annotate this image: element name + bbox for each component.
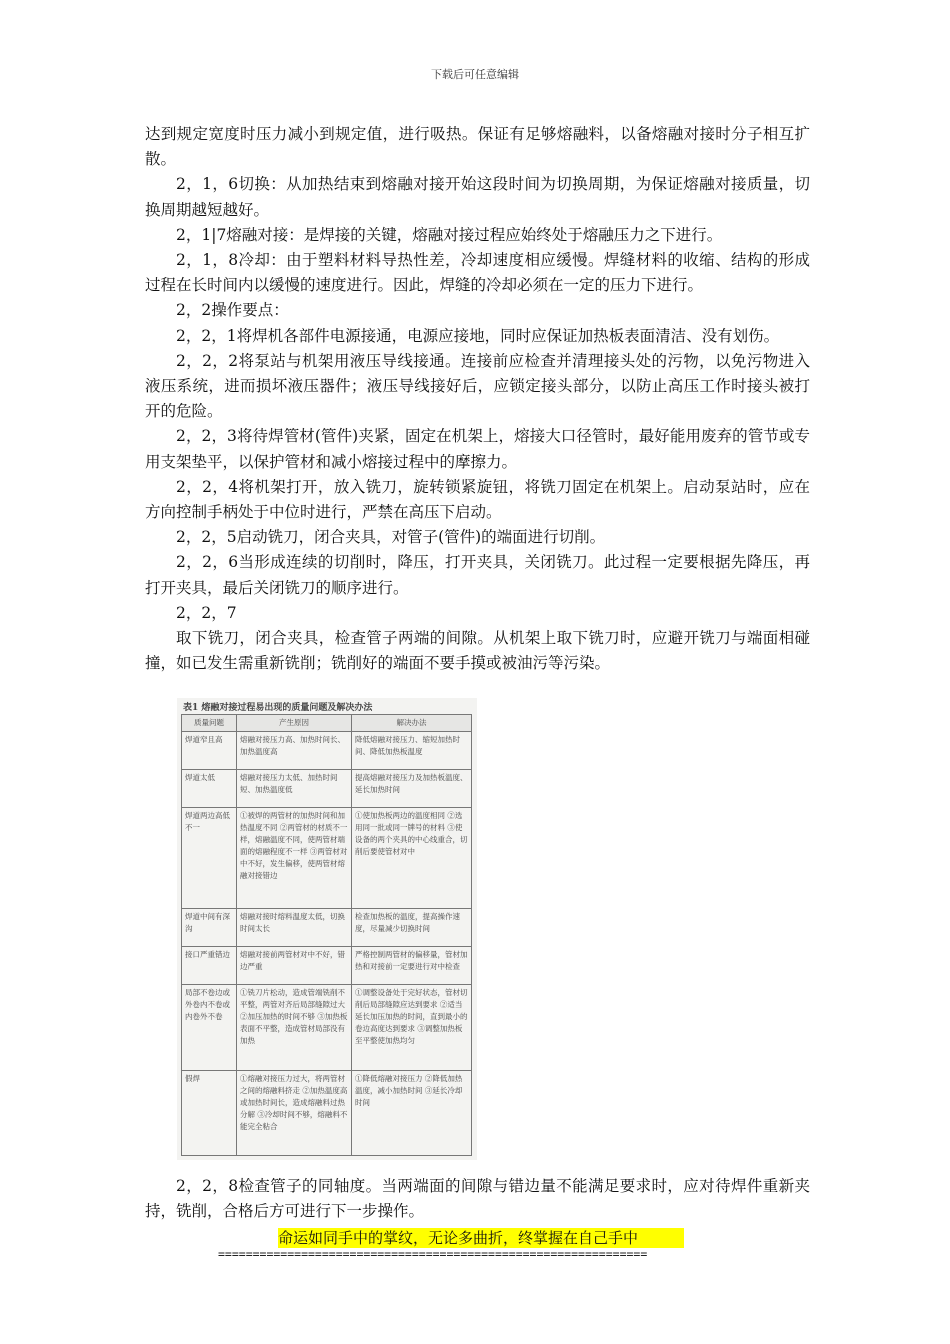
cause-cell: ①被焊的两管材的加热时间和加热温度不同 ②两管材的材质不一样，熔融温度不同，使两管材端面的熔融程度不一样 ③两管材对中不好，发生偏移，使两管材熔融对接错边 [237,808,352,909]
solution-cell: 严格控制两管材的偏移量，管材加热和对接前一定要进行对中检查 [352,947,472,985]
table-row [182,947,472,985]
paragraph: 取下铣刀，闭合夹具，检查管子两端的间隙。从机架上取下铣刀时，应避开铣刀与端面相碰撞，如已发生需重新铣削；铣削好的端面不要手摸或被油污等污染。 [145,629,810,673]
page-header: 下载后可任意编辑 [431,68,519,81]
solution-cell: 降低熔融对接压力、缩短加热时间、降低加热板温度 [352,732,472,770]
paragraph: 2，2，2将泵站与机架用液压导线接通。连接前应检查并清理接头处的污物，以免污物进入液压系统，进而损坏液压器件；液压导线接好后，应锁定接头部分，以防止高压工作时接头被打开的危险。 [145,351,810,421]
paragraph: 2，1，8冷却：由于塑料材料导热性差，冷却速度相应缓慢。焊缝材料的收缩、结构的形成过程在长时间内以缓慢的速度进行。因此，焊缝的冷却必须在一定的压力下进行。 [145,251,810,295]
paragraph: 2，2，5启动铣刀，闭合夹具，对管子(管件)的端面进行切削。 [176,528,606,547]
table-header-cell: 解决办法 [352,715,472,732]
cause-cell: ①熔融对接压力过大，将两管材之间的熔融料挤走 ②加热温度高或加热时间长，造成熔融料过热分解 ③冷却时间不够，熔融料不能完全粘合 [237,1070,352,1155]
paragraph: 达到规定宽度时压力减小到规定值，进行吸热。保证有足够熔融料，以备熔融对接时分子相互扩散。 [145,125,810,169]
table-row [182,770,472,808]
problem-cell: 焊道太低 [182,770,237,808]
paragraph: 2，2，7 [176,603,237,622]
paragraph: 2，2，8检查管子的同轴度。当两端面的间隙与错边量不能满足要求时，应对待焊件重新夹持，铣削，合格后方可进行下一步操作。 [145,1177,810,1221]
solution-cell: ①使加热板两边的温度相同 ②选用同一批或同一牌号的材料 ③使设备的两个夹具的中心线重合，切削后要使管材对中 [352,808,472,909]
divider-line: ============================================================== [218,1247,648,1261]
table-header-row [182,715,472,732]
quality-problem-table-image [177,698,477,1160]
table-caption: 表1 熔融对接过程易出现的质量问题及解决办法 [183,703,373,713]
solution-cell: ①调整设备处于完好状态，管材切削后局部缝隙应达到要求 ②适当延长加压加热的时间，直到最小的卷边高度达到要求 ③调整加热板至平整使加热均匀 [352,985,472,1070]
motto-highlight: 命运如同手中的掌纹，无论多曲折，终掌握在自己手中 [278,1228,684,1248]
paragraph: 2，2，4将机架打开，放入铣刀，旋转锁紧旋钮，将铣刀固定在机架上。启动泵站时，应在方向控制手柄处于中位时进行，严禁在高压下启动。 [145,477,810,522]
document-body [145,122,810,676]
paragraph: 2，2，6当形成连续的切削时，降压，打开夹具，关闭铣刀。此过程一定要根据先降压，再打开夹具，最后关闭铣刀的顺序进行。 [145,553,810,597]
problem-cell: 局部不卷边或外卷内不卷或内卷外不卷 [182,985,237,1070]
table-row [182,1070,472,1155]
solution-cell: 检查加热板的温度，提高操作速度，尽量减少切换时间 [352,909,472,947]
table-row [182,808,472,909]
problem-cell: 焊道窄且高 [182,732,237,770]
table-header-cell: 产生原因 [237,715,352,732]
table-header-cell: 质量问题 [182,715,237,732]
cause-cell: ①铣刀片松动，造成管端铣削不平整，两管对齐后局部缝隙过大 ②加压加热的时间不够 ③加热板表面不平整，造成管材局部没有加热 [237,985,352,1070]
quality-problem-table [181,714,472,1156]
paragraph: 2，1|7熔融对接：是焊接的关键，熔融对接过程应始终处于熔融压力之下进行。 [176,225,723,244]
problem-cell: 假焊 [182,1070,237,1155]
problem-cell: 接口严重错边 [182,947,237,985]
problem-cell: 焊道中间有深沟 [182,909,237,947]
document-body-after-table [145,1174,810,1224]
paragraph: 2，1，6切换：从加热结束到熔融对接开始这段时间为切换周期，为保证熔融对接质量，切换周期越短越好。 [145,175,810,219]
solution-cell: 提高熔融对接压力及加热板温度、延长加热时间 [352,770,472,808]
cause-cell: 熔融对接压力太低、加热时间短、加热温度低 [237,770,352,808]
paragraph: 2，2，3将待焊管材(管件)夹紧，固定在机架上，熔接大口径管时，最好能用废弃的管节或专用支架垫平，以保护管材和减小熔接过程中的摩擦力。 [145,427,810,471]
table-row [182,732,472,770]
table-row [182,985,472,1070]
cause-cell: 熔融对接时熔料温度太低，切换时间太长 [237,909,352,947]
solution-cell: ①降低熔融对接压力 ②降低加热温度，减小加热时间 ③延长冷却时间 [352,1070,472,1155]
paragraph: 2，2，1将焊机各部件电源接通，电源应接地，同时应保证加热板表面清洁、没有划伤。 [176,326,780,345]
problem-cell: 焊道两边高低不一 [182,808,237,909]
cause-cell: 熔融对接压力高、加热时间长、加热温度高 [237,732,352,770]
table-row [182,909,472,947]
cause-cell: 熔融对接前两管材对中不好，错边严重 [237,947,352,985]
paragraph: 2，2操作要点： [176,301,289,320]
